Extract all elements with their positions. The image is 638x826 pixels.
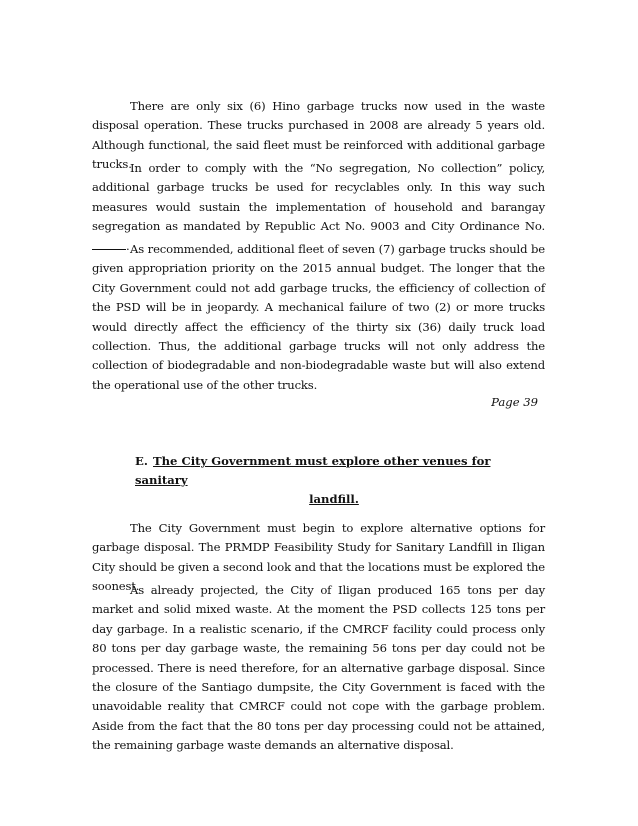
paragraph-garbage-trucks-fleet: There are only six (6) Hino garbage trucks now used in the waste disposal operation. These trucks purchased in 2008 are already 5 years old. Although functional, the said fleet must be reinforced with additional garbage trucks. (92, 99, 545, 172)
paragraph-waste-projection: As already projected, the City of Iligan produced 165 tons per day market and solid mixed waste. At the moment the PSD collects 125 tons per day garbage. In a realistic scenario, if the CMRCF facility could process only 80 tons per day garbage waste, the remaining 56 tons per day could not be processed. There is need therefore, for an alternative garbage disposal. Since the closure of the Santiago dumpsite, the City Government is faced with the unavoidable reality that CMRCF could not cope with the garbage problem. Aside from the fact that the 80 tons per day processing could not be attained, the remaining garbage waste demands an alternative disposal. (92, 583, 545, 753)
paragraph-budget-recommendation: As recommended, additional fleet of seven (7) garbage trucks should be given appropriation priority on the 2015 annual budget. The longer that the City Government could not add garbage trucks, the efficiency of collection of the PSD will be in jeopardy. A mechanical failure of two (2) or more trucks would directly affect the efficiency of the thirty six (36) daily truck load collection. Thus, the additional garbage trucks will not only address the collection of biodegradable and non-biodegradable waste but will also extend the operational use of the other trucks. (92, 242, 545, 392)
paragraph-segregation-end: . (126, 238, 130, 253)
section-heading (135, 452, 515, 509)
paragraph-alternative-options: The City Government must begin to explore alternative options for garbage disposal. The PRMDP Feasibility Study for Sanitary Landfill in Iligan City should be given a second look and that the locations must be explored the soonest. (92, 521, 545, 594)
section-title-line2: landfill. (309, 492, 359, 506)
paragraph-segregation-text: In order to comply with the “No segregation, No collection” policy, additional garbage trucks be used for recyclables only. In this way such measures would sustain the implementation of household and barangay segregation as mandated by Republic Act No. 9003 and City Ordinance No. (92, 161, 545, 234)
page-number: Page 39 (491, 395, 538, 409)
section-label: E. (135, 454, 148, 468)
section-title-line1: The City Government must explore other venues for sanitary (135, 454, 491, 487)
